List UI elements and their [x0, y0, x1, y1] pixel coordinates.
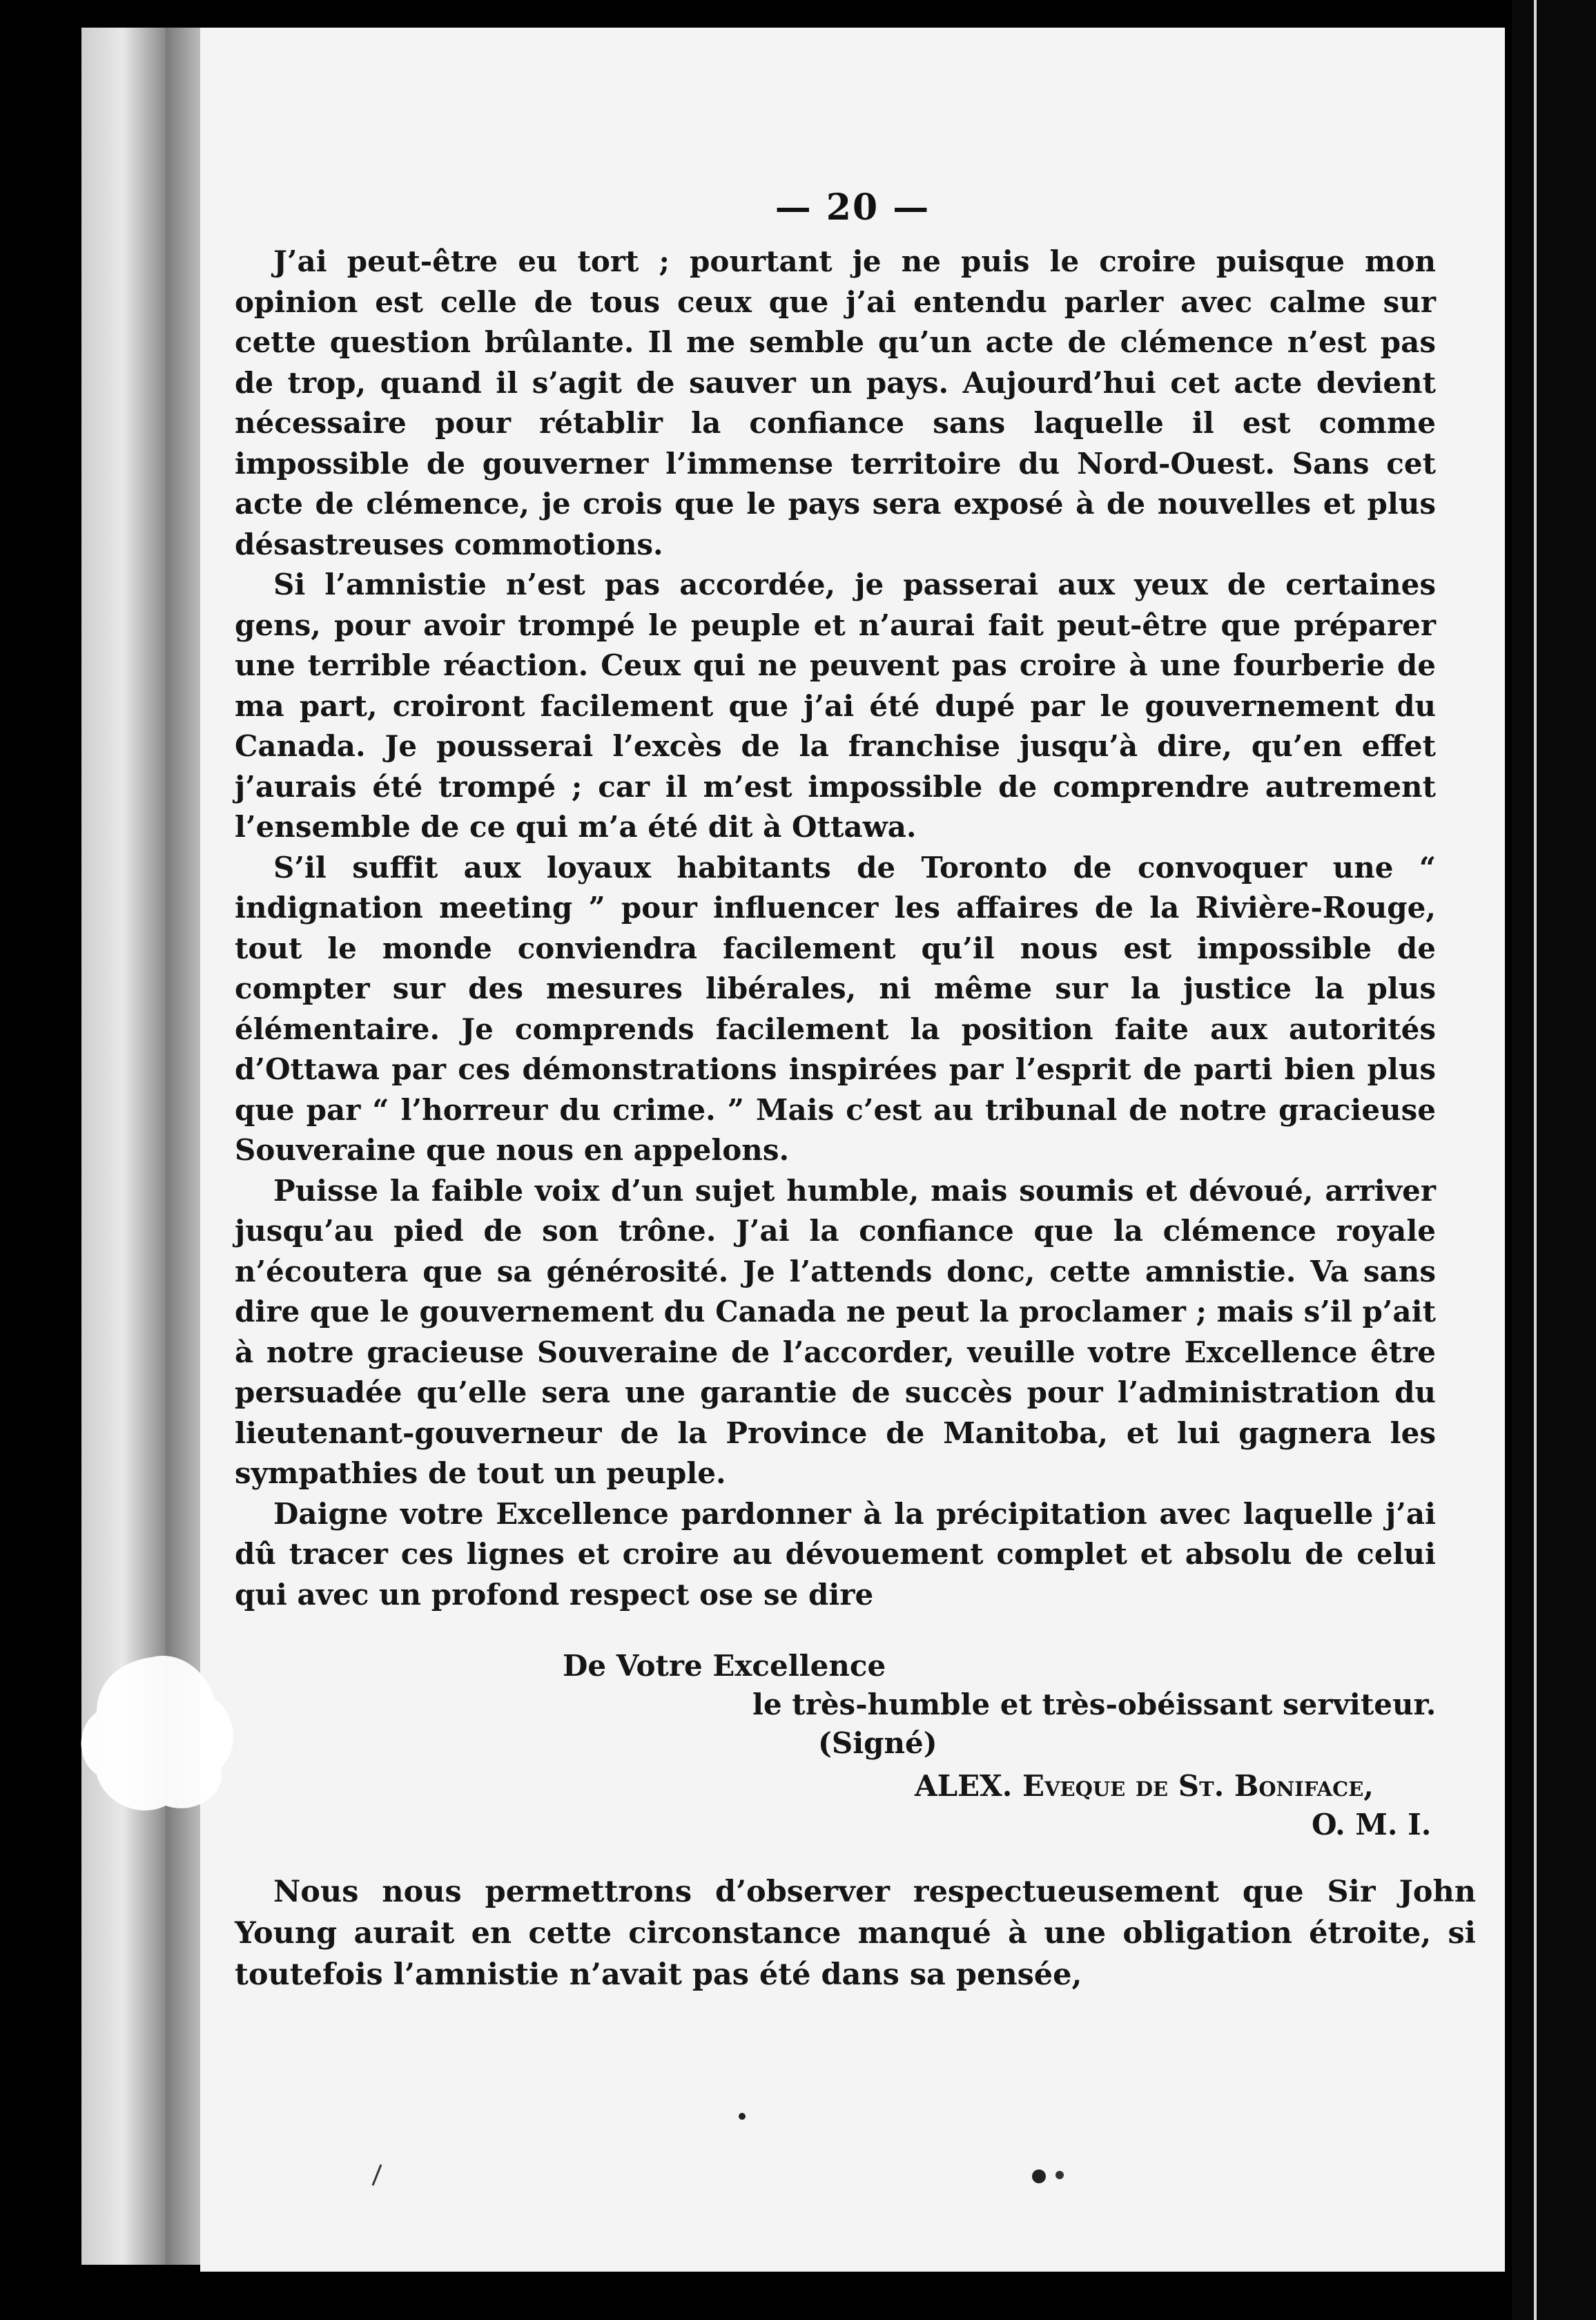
page-number: — 20 —: [775, 186, 931, 229]
film-edge-line: [1534, 0, 1537, 2320]
signature-name: ALEX.: [915, 1769, 1022, 1803]
paragraph-2: Si l’amnistie n’est pas accordée, je passerai aux yeux de certaines gens, pour avoir trompé le peuple et n’aurai fait peut-être que préparer une terrible réaction. Ceux qui ne peuvent pas croire à une fourberie de ma part, croiront facilement que j’ai été dupé par le gouvernement du Canada. Je pousserai l’excès de la franchise jusqu’à dire, qu’en effet j’aurais été trompé ; car il m’est impossible de comprendre autrement l’ensemble de ce qui m’a été dit à Ottawa.: [235, 568, 1436, 844]
servant-line: le très-humble et très-obéissant serviteur.: [752, 1688, 1437, 1721]
paragraph-1: J’ai peut-être eu tort ; pourtant je ne puis le croire puisque mon opinion est celle de tous ceux que j’ai entendu parler avec calme sur cette question brûlante. Il me semble qu’un acte de clémence n’est pas de trop, quand il s’agit de sauver un pays. Aujourd’hui cet acte devient nécessaire pour rétablir la confiance sans laquelle il est comme impossible de gouverner l’immense territoire du Nord-Ouest. Sans cet acte de clémence, je crois que le pays sera exposé à de nouvelles et plus désastreuses commotions.: [235, 244, 1436, 561]
page-specks: [200, 28, 1505, 2272]
film-margin-right: [1512, 0, 1596, 2320]
paragraph-4: Puisse la faible voix d’un sujet humble, mais soumis et dévoué, arriver jusqu’au pied de son trône. J’ai la confiance que la clémence royale n’écoutera que sa générosité. Je l’attends donc, cette amnistie. Va sans dire que le gouvernement du Canada ne peut la proclamer ; mais s’il p’ait à notre gracieuse Souveraine de l’accorder, veuille votre Excellence être persuadée qu’elle sera une garantie de succès pour l’administration du lieutenant-gouverneur de la Province de Manitoba, et lui gagnera les sympathies de tout un peuple.: [235, 1173, 1436, 1490]
salutation: De Votre Excellence: [563, 1649, 886, 1683]
signed-note: (Signé): [818, 1726, 937, 1760]
note-paragraph: Nous nous permettrons d’observer respectueusement que Sir John Young aurait en cette circonstance manqué à une obligation étroite, si toutefois l’amnistie n’avait pas été dans sa pensée,: [235, 1875, 1476, 1992]
paragraph-3: S’il suffit aux loyaux habitants de Toronto de convoquer une “ indignation meeting ” pour influencer les affaires de la Rivière-Rouge, tout le monde conviendra facilement qu’il nous est impossible de compter sur des mesures libérales, ni même sur la justice la plus élémentaire. Je comprends facilement la position faite aux autorités d’Ottawa par ces démonstrations inspirées par l’esprit de parti bien plus que par “ l’horreur du crime. ” Mais c’est au tribunal de notre gracieuse Souveraine que nous en appelons.: [235, 850, 1436, 1167]
signature-title: Eveque de St. Boniface,: [1022, 1769, 1374, 1803]
signature-order: O. M. I.: [1312, 1808, 1432, 1842]
paragraph-5: Daigne votre Excellence pardonner à la précipitation avec laquelle j’ai dû tracer ces lignes et croire au dévouement complet et absolu de celui qui avec un profond respect ose se dire: [235, 1496, 1436, 1612]
